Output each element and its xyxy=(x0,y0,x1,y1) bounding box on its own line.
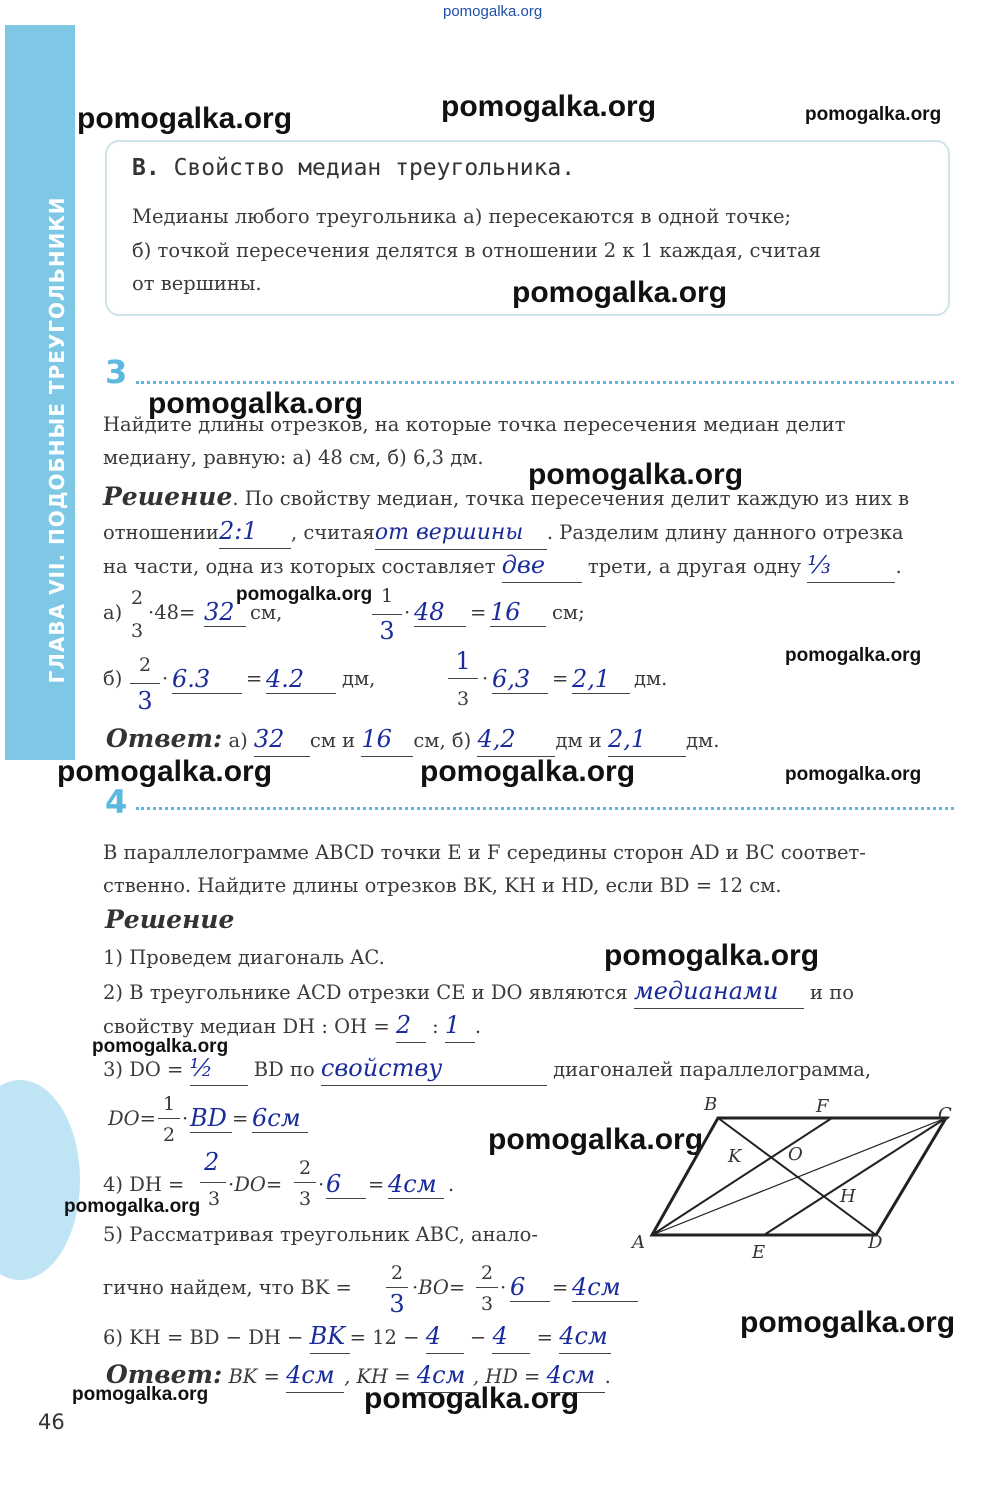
step-2 xyxy=(103,975,854,1009)
handwritten-answer: ½ xyxy=(190,1052,248,1086)
multiplier: ·48= xyxy=(148,601,196,624)
handwritten-answer: 4 xyxy=(492,1320,530,1354)
step-4: 4) DH = xyxy=(103,1173,185,1196)
fraction-denominator: 3 xyxy=(456,688,470,710)
watermark: pomogalka.org xyxy=(740,1306,956,1339)
handwritten-answer: 4см xyxy=(559,1320,611,1354)
answer-label: Ответ: xyxy=(106,724,223,753)
handwritten-answer: две xyxy=(502,549,582,583)
step-3 xyxy=(103,1052,871,1086)
handwritten-answer: 4 xyxy=(426,1320,464,1354)
fraction-denominator: 3 xyxy=(298,1188,312,1210)
answer-line xyxy=(106,722,719,757)
handwritten-answer: свойству xyxy=(321,1052,547,1086)
watermark: pomogalka.org xyxy=(72,1384,209,1405)
dot-operator: · xyxy=(482,667,489,690)
handwritten-answer: 6.3 xyxy=(172,665,242,694)
dot-operator: · xyxy=(318,1173,325,1196)
bk-mid xyxy=(412,1271,465,1304)
period: . xyxy=(448,1173,455,1196)
unit-label: см; xyxy=(552,601,585,624)
handwritten-answer: 48 xyxy=(414,598,466,627)
task3-b-label: б) xyxy=(103,667,123,690)
task-text: ственно. Найдите длины отрезков BK, KH и HD, если BD = 12 см. xyxy=(103,874,782,897)
answer-text: BK = xyxy=(228,1365,280,1388)
dot-operator: · xyxy=(182,1107,189,1130)
handwritten-answer: 6см xyxy=(252,1104,308,1133)
fraction-bar xyxy=(476,1287,498,1288)
unit-label: дм, xyxy=(342,667,376,690)
step-2-cont: свойству медиан DH : OH = 2 : 1 . xyxy=(103,1009,481,1043)
fraction-numerator: 1 xyxy=(162,1093,176,1115)
fraction-denominator: 3 xyxy=(130,620,144,642)
fraction-denominator: 3 xyxy=(137,687,153,715)
label-e: E xyxy=(752,1242,766,1263)
solution-text: на части, одна из которых составляет xyxy=(103,555,496,578)
handwritten-answer: 16 xyxy=(361,723,413,757)
step-text: и по xyxy=(810,981,854,1004)
fraction-denominator: 3 xyxy=(379,617,395,645)
handwritten-answer: BK xyxy=(310,1320,350,1354)
equals-sign: = xyxy=(232,1107,249,1130)
task-number: 4 xyxy=(105,783,128,821)
fraction-numerator: 2 xyxy=(390,1262,404,1284)
handwritten-answer: 2 xyxy=(396,1009,426,1043)
solution-line: на части, одна из которых составляет две трети, а другая одну ⅓ . xyxy=(103,549,902,583)
equals-sign: = xyxy=(470,601,487,624)
fraction-bar xyxy=(130,683,160,684)
handwritten-answer: 6 xyxy=(510,1273,550,1302)
fraction-bar xyxy=(294,1182,316,1183)
handwritten-answer: 1 xyxy=(445,1009,475,1043)
watermark: pomogalka.org xyxy=(528,458,744,491)
dh-mid-text: ·DO= xyxy=(228,1173,283,1196)
handwritten-answer: 2:1 xyxy=(219,515,291,549)
fraction-denominator: 3 xyxy=(480,1293,494,1315)
handwritten-answer: 4см xyxy=(417,1359,473,1393)
solution-line xyxy=(103,515,904,550)
watermark: pomogalka.org xyxy=(420,755,636,788)
fraction-bar xyxy=(200,1182,226,1183)
handwritten-answer: BD xyxy=(190,1104,232,1133)
step-5: 5) Рассматривая треугольник ABC, анало- xyxy=(103,1223,538,1246)
step-6: 6) KH = BD − DH − BK = 12 − 4 − 4 = 4см xyxy=(103,1320,611,1354)
diagonal-ac xyxy=(652,1118,946,1235)
step-text: 2) В треугольнике ACD отрезки CE и DO являются xyxy=(103,981,628,1004)
handwritten-answer: 4см xyxy=(388,1170,444,1199)
step-text: 6) KH = BD − DH − xyxy=(103,1326,304,1349)
fraction-bar xyxy=(448,678,478,679)
handwritten-answer: 4,2 xyxy=(477,723,555,757)
solution-line xyxy=(103,480,909,515)
fraction-denominator: 2 xyxy=(162,1124,176,1146)
theorem-line: б) точкой пересечения делятся в отношении 2 к 1 каждая, считая xyxy=(132,239,821,262)
watermark: pomogalka.org xyxy=(57,755,273,788)
watermark: pomogalka.org xyxy=(77,102,293,135)
label-h: H xyxy=(840,1186,856,1207)
task-text: В параллелограмме ABCD точки E и F середины сторон AD и BC соответ- xyxy=(103,841,866,864)
watermark: pomogalka.org xyxy=(785,645,922,666)
label-c: C xyxy=(938,1104,952,1125)
dot-operator: · xyxy=(162,667,169,690)
theorem-line: Медианы любого треугольника а) пересекаются в одной точке; xyxy=(132,205,792,228)
theorem-title xyxy=(132,155,575,181)
watermark: pomogalka.org xyxy=(92,1036,229,1057)
answer-text: см и xyxy=(309,729,356,752)
fraction-bar xyxy=(386,1287,408,1288)
dh-mid xyxy=(228,1168,282,1201)
solution-text: . По свойству медиан, точка пересечения делит каждую из них в xyxy=(232,487,910,510)
step-text: диагоналей параллелограмма, xyxy=(553,1058,872,1081)
watermark: pomogalka.org xyxy=(148,387,364,420)
fraction-numerator: 2 xyxy=(298,1157,312,1179)
label-a: A xyxy=(632,1232,645,1253)
dotted-divider xyxy=(136,381,954,384)
step-5-cont: гично найдем, что BK = xyxy=(103,1276,352,1299)
label-o: O xyxy=(788,1144,803,1165)
do-lhs xyxy=(108,1102,156,1135)
answer-text: см, б) xyxy=(413,729,472,752)
label-f: F xyxy=(816,1096,829,1117)
unit-label: дм. xyxy=(634,667,668,690)
dot-operator: · xyxy=(404,601,411,624)
fraction-bar xyxy=(158,1118,180,1119)
watermark: pomogalka.org xyxy=(488,1123,704,1156)
handwritten-answer: 4.2 xyxy=(266,665,336,694)
fraction-denominator: 3 xyxy=(389,1290,405,1318)
side-decoration xyxy=(0,1080,80,1280)
task-text: Найдите длины отрезков, на которые точка пересечения медиан делит xyxy=(103,413,846,436)
equals-sign: = xyxy=(552,1276,569,1299)
theorem-letter: B. xyxy=(132,155,160,181)
answer-line: Ответ: BK = 4см , KH = 4см , HD = 4см . xyxy=(106,1358,611,1393)
equals-sign: = xyxy=(368,1173,385,1196)
solution-label: Решение xyxy=(105,905,235,934)
watermark: pomogalka.org xyxy=(64,1196,201,1217)
handwritten-answer: 4см xyxy=(572,1273,638,1302)
theorem-title-text: Свойство медиан треугольника. xyxy=(173,155,576,181)
handwritten-answer: 32 xyxy=(254,723,310,757)
fraction-numerator: 1 xyxy=(380,585,394,607)
fraction-numerator: 2 xyxy=(480,1262,494,1284)
answer-text: , KH = xyxy=(344,1365,411,1388)
handwritten-answer: 2,1 xyxy=(572,665,630,694)
handwritten-answer: 32 xyxy=(204,598,246,627)
handwritten-answer: медианами xyxy=(634,975,804,1009)
handwritten-answer: от вершины xyxy=(375,516,547,550)
solution-label: Решение xyxy=(103,482,233,511)
dot-operator: · xyxy=(500,1276,507,1299)
step-text: BD по xyxy=(253,1058,315,1081)
top-link: pomogalka.org xyxy=(443,3,543,20)
handwritten-answer: 2 xyxy=(204,1148,220,1176)
equals-sign: = xyxy=(246,667,263,690)
step-text: свойству медиан DH : OH = xyxy=(103,1015,390,1038)
answer-text: дм и xyxy=(555,729,602,752)
solution-text: , считая xyxy=(290,521,375,544)
step-text: = 12 − xyxy=(349,1326,420,1349)
handwritten-answer: 6,3 xyxy=(492,665,548,694)
fraction-numerator: 2 xyxy=(138,654,152,676)
handwritten-answer: 4см xyxy=(547,1359,605,1393)
segment-ec xyxy=(764,1118,946,1235)
task-text: медиану, равную: а) 48 см, б) 6,3 дм. xyxy=(103,446,484,469)
handwritten-answer: 2,1 xyxy=(608,723,686,757)
task3-a-label: а) xyxy=(103,601,123,624)
label-d: D xyxy=(868,1232,883,1253)
watermark: pomogalka.org xyxy=(441,90,657,123)
page-number: 46 xyxy=(38,1410,65,1434)
step-1: 1) Проведем диагональ AC. xyxy=(103,946,385,969)
theorem-line: от вершины. xyxy=(132,272,262,295)
solution-text: отношении xyxy=(103,521,219,544)
answer-text: дм. xyxy=(686,729,720,752)
solution-text: . Разделим длину данного отрезка xyxy=(546,521,904,544)
dotted-divider xyxy=(136,807,954,810)
bk-mid-text: ·BO= xyxy=(412,1276,466,1299)
fraction-denominator: 3 xyxy=(207,1188,221,1210)
parallelogram-diagram xyxy=(620,1090,970,1270)
task-number: 3 xyxy=(105,353,128,391)
fraction-numerator: 2 xyxy=(130,587,144,609)
watermark: pomogalka.org xyxy=(236,584,373,605)
solution-text: трети, а другая одну xyxy=(587,555,802,578)
step-text: 3) DO = xyxy=(103,1058,184,1081)
label-k: K xyxy=(728,1146,742,1167)
handwritten-answer: 6 xyxy=(326,1170,366,1199)
equals-sign: = xyxy=(552,667,569,690)
watermark: pomogalka.org xyxy=(364,1382,580,1415)
watermark: pomogalka.org xyxy=(785,764,922,785)
do-lhs-text: DO= xyxy=(108,1107,156,1130)
chapter-title: ГЛАВА VII. ПОДОБНЫЕ ТРЕУГОЛЬНИКИ xyxy=(45,196,69,684)
label-b: B xyxy=(704,1094,718,1115)
watermark: pomogalka.org xyxy=(805,104,942,125)
handwritten-answer: ⅓ xyxy=(807,549,895,583)
unit-label: см, xyxy=(250,601,283,624)
answer-text: , HD = xyxy=(472,1365,541,1388)
watermark: pomogalka.org xyxy=(604,939,820,972)
fraction-bar xyxy=(372,614,402,615)
watermark: pomogalka.org xyxy=(512,276,728,309)
fraction-numerator: 1 xyxy=(455,647,471,675)
handwritten-answer: 16 xyxy=(490,598,546,627)
handwritten-answer: 4см xyxy=(286,1359,344,1393)
answer-text: а) xyxy=(228,729,248,752)
answer-label: Ответ: xyxy=(106,1360,223,1389)
